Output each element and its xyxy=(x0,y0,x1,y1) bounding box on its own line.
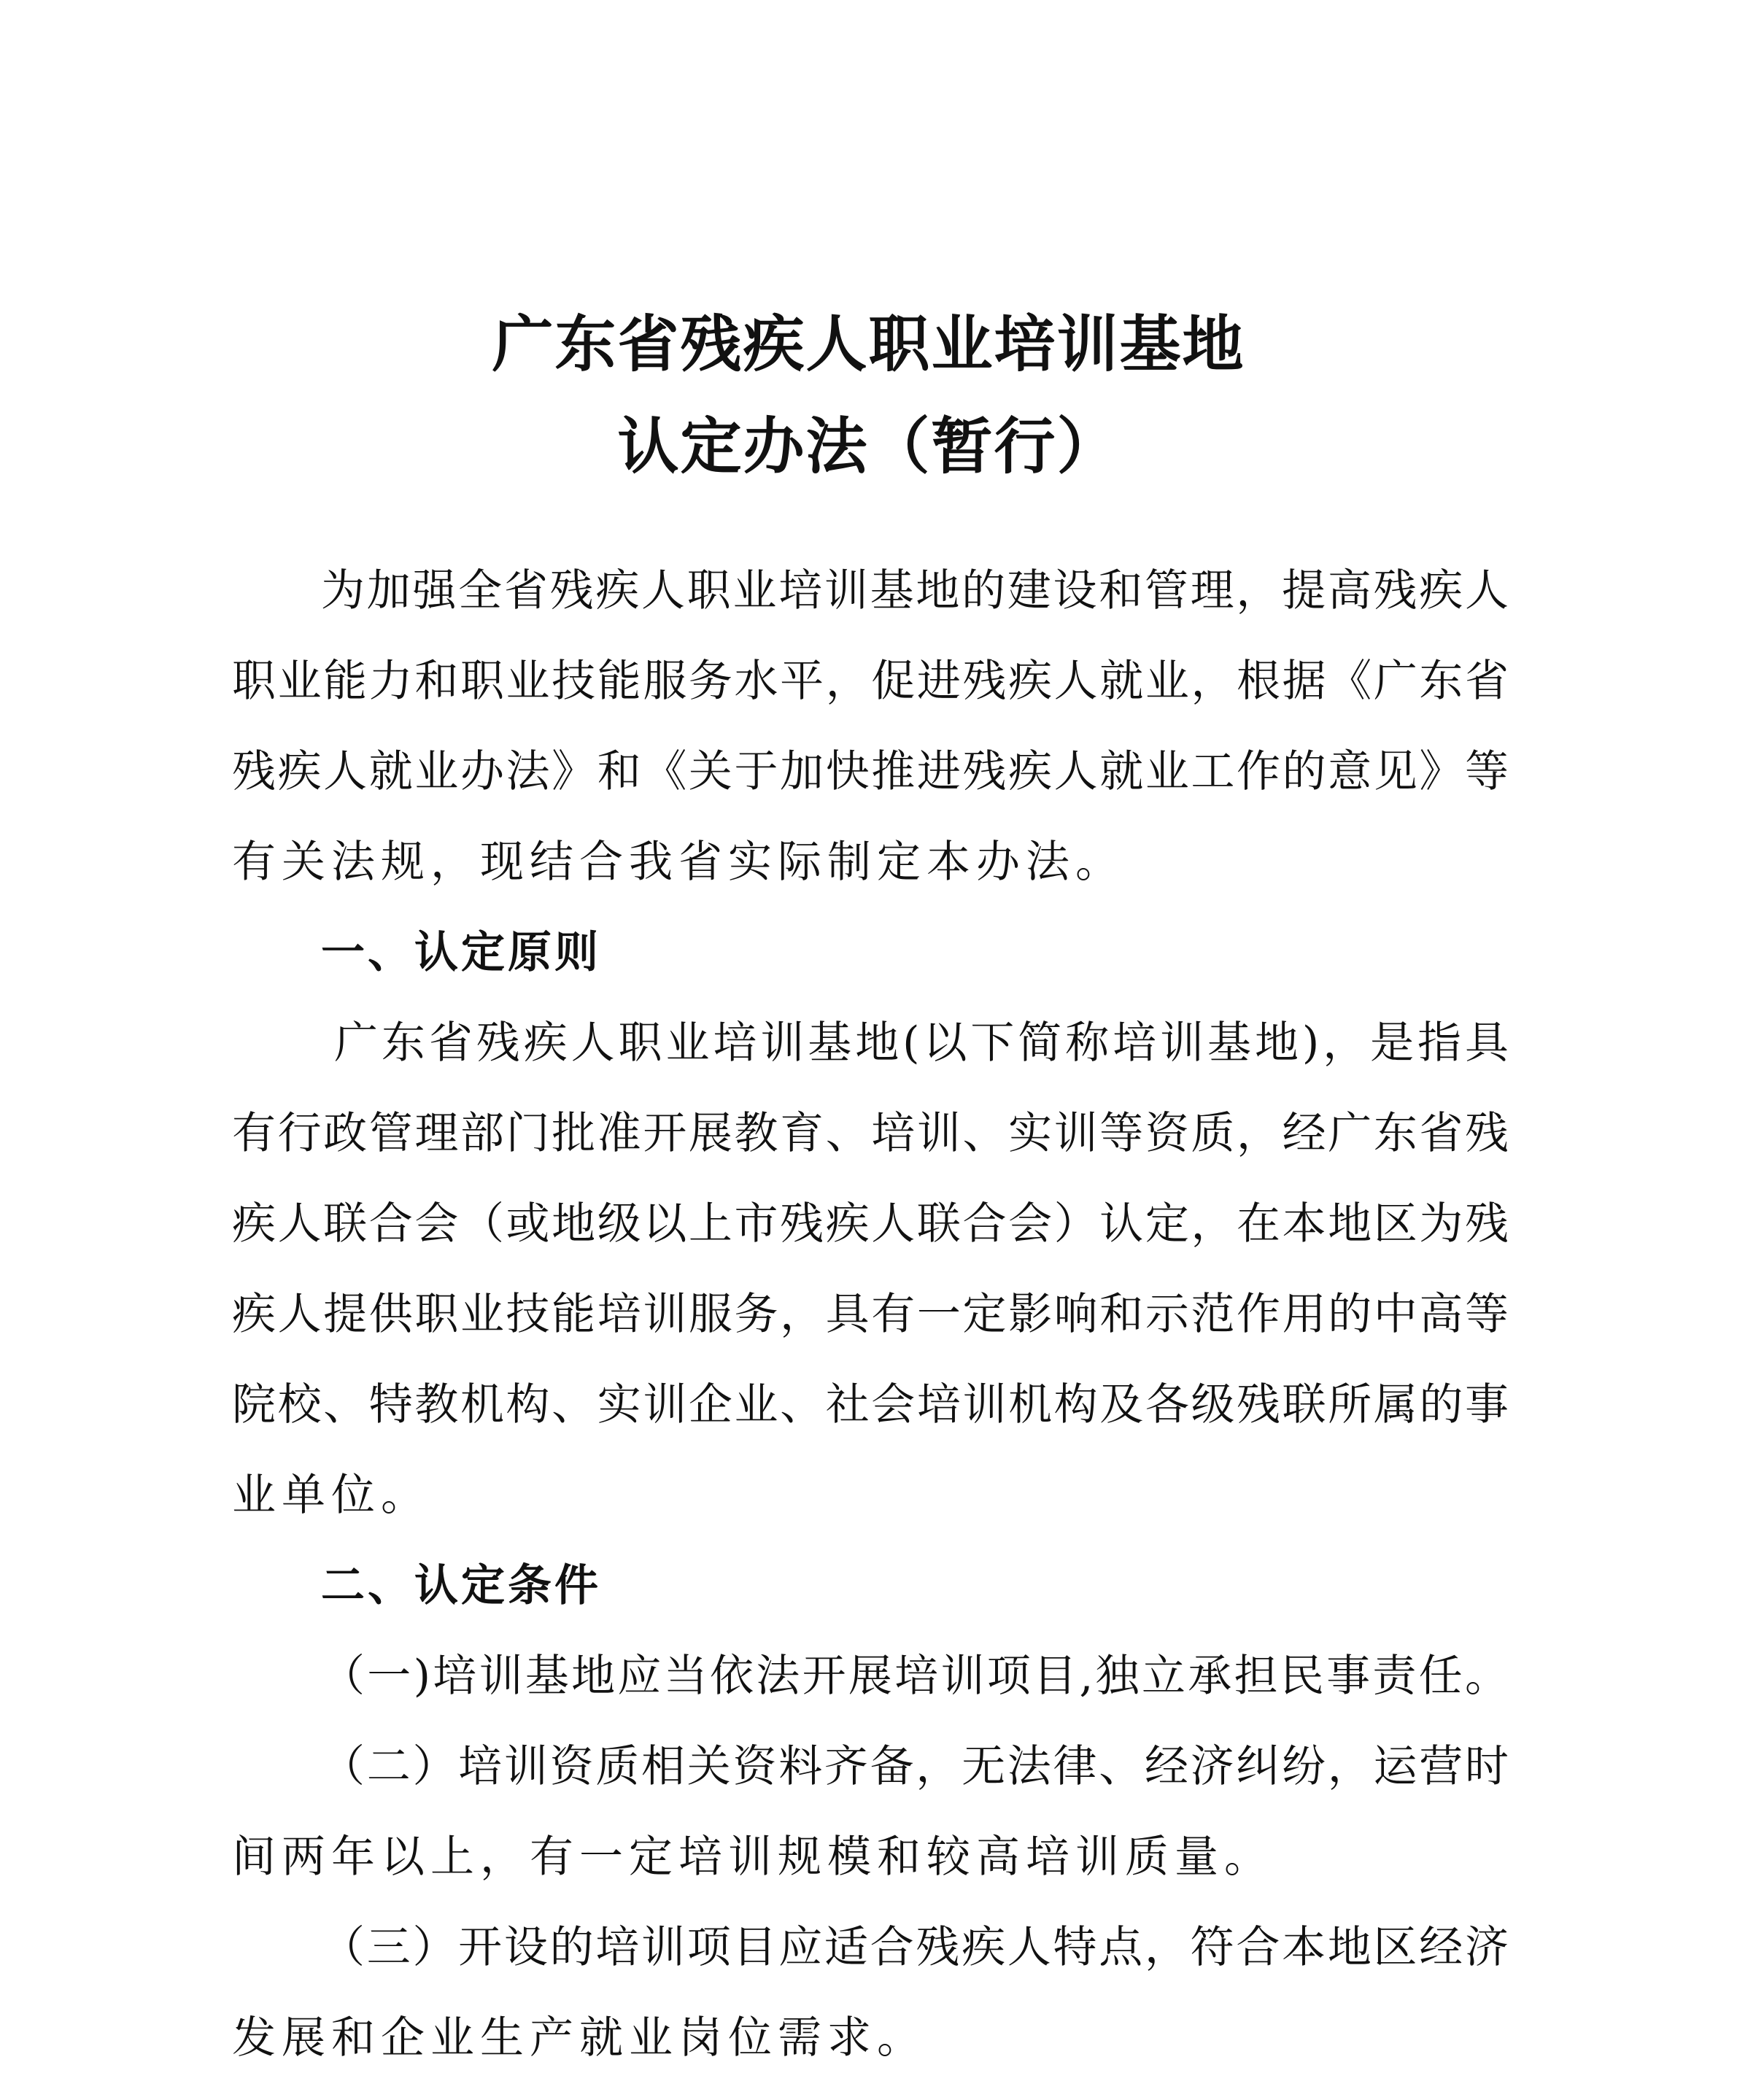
section-1-line-4: 疾人提供职业技能培训服务，具有一定影响和示范作用的中高等 xyxy=(232,1289,1509,1340)
intro-line-3: 残疾人就业办法》和《关于加快推进残疾人就业工作的意见》等 xyxy=(232,746,1509,797)
section-2-item-2-line-1: （二）培训资质相关资料齐备，无法律、经济纠纷，运营时 xyxy=(321,1741,1509,1792)
section-2-heading: 二、认定条件 xyxy=(321,1560,601,1611)
section-1-line-1: 广东省残疾人职业培训基地(以下简称培训基地)，是指具 xyxy=(334,1018,1509,1069)
section-2-item-3-line-2: 发展和企业生产就业岗位需求。 xyxy=(232,2012,926,2064)
section-1-heading: 一、认定原则 xyxy=(321,927,601,978)
section-1-line-5: 院校、特教机构、实训企业、社会培训机构及各级残联所属的事 xyxy=(232,1379,1509,1430)
section-1-line-3: 疾人联合会（或地级以上市残疾人联合会）认定，在本地区为残 xyxy=(232,1198,1509,1249)
intro-line-1: 为加强全省残疾人职业培训基地的建设和管理，提高残疾人 xyxy=(321,565,1509,616)
document-title-line-1: 广东省残疾人职业培训基地 xyxy=(492,309,1245,380)
document-title-line-2: 认定办法（暂行） xyxy=(617,411,1120,482)
section-2-item-2-line-2: 间两年以上，有一定培训规模和较高培训质量。 xyxy=(232,1832,1274,1883)
section-1-line-6: 业单位。 xyxy=(232,1470,430,1521)
intro-line-4: 有关法规，现结合我省实际制定本办法。 xyxy=(232,837,1125,888)
section-2-item-3-line-1: （三）开设的培训项目应适合残疾人特点，符合本地区经济 xyxy=(321,1922,1509,1973)
section-1-line-2: 有行政管理部门批准开展教育、培训、实训等资质，经广东省残 xyxy=(232,1108,1509,1159)
intro-line-2: 职业能力和职业技能服务水平，促进残疾人就业，根据《广东省 xyxy=(232,656,1509,707)
section-2-item-1: （一)培训基地应当依法开展培训项目,独立承担民事责任。 xyxy=(321,1651,1509,1702)
